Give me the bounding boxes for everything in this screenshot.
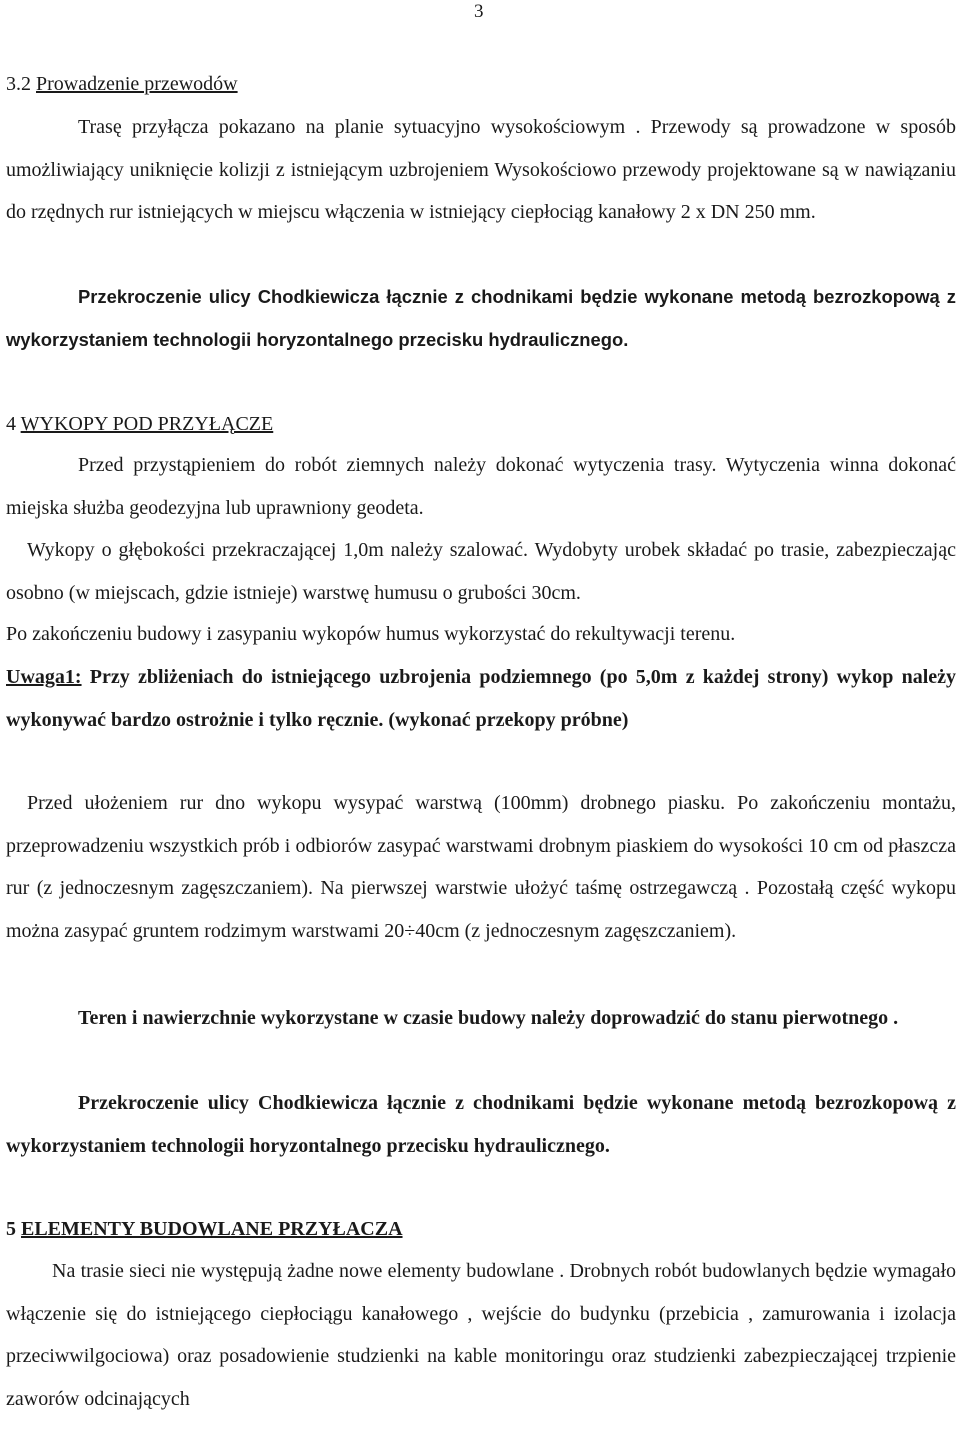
section-4-heading [6,411,273,437]
section-4-title: WYKOPY POD PRZYŁĄCZE [20,413,274,435]
section-5-paragraph-1: Na trasie sieci nie występują żadne nowe elementy budowlane . Drobnych robót budowlanych będzie wymagało włączenie się do istniejącego ciepłociągu kanałowego , wejście do budynku (przebicia , zamurowania i izolacja przeciwwilgociowa) oraz posadowienie studzienki na kable monitoringu oraz studzienki zabezpieczającej trzpienie zaworów odcinających [6,1260,956,1410]
section-3-2-heading [6,71,238,97]
section-5-number: 5 [6,1218,21,1240]
section-3-2-paragraph-1 [6,106,956,234]
section-5-heading [6,1216,403,1242]
section-5-title: ELEMENTY BUDOWLANE PRZYŁACZA [21,1218,403,1240]
warning-label: Uwaga1: [6,666,82,688]
section-4-paragraph-3: Po zakończeniu budowy i zasypaniu wykopów humus wykorzystać do rekultywacji terenu. [6,623,736,645]
warning-text: Przy zbliżeniach do istniejącego uzbrojenia podziemnego (po 5,0m z każdej strony) wykop należy wykonywać bardzo ostrożnie i tylko ręcznie. (wykonać przekopy próbne) [6,666,956,731]
section-3-2-paragraph-2: Przekroczenie ulicy Chodkiewicza łącznie z chodnikami będzie wykonane metodą bezrozkopową z wykorzystaniem technologii horyzontalnego przecisku hydraulicznego. [6,286,956,350]
section-4-paragraph-2: Wykopy o głębokości przekraczającej 1,0m należy szalować. Wydobyty urobek składać po trasie, zabezpieczając osobno (w miejscach, gdzie istnieje) warstwę humusu o grubości 30cm. [6,539,956,604]
section-4-number: 4 [6,413,21,435]
route-sentence: Trasę przyłącza pokazano na planie sytuacyjno wysokościowym [78,116,626,138]
section-4-paragraph-4: Przed ułożeniem rur dno wykopu wysypać warstwą (100mm) drobnego piasku. Po zakończeniu montażu, przeprowadzeniu wszystkich prób i odbiorów zasypać warstwami drobnym piaskiem do wysokości 10 cm od płaszcza rur (z jednoczesnym zagęszczaniem). Na pierwszej warstwie ułożyć taśmę ostrzegawczą . Pozostałą część wykopu można zasypać gruntem rodzimym warstwami 20÷40cm (z jednoczesnym zagęszczaniem). [6,792,956,942]
section-4-paragraph-1: Przed przystąpieniem do robót ziemnych należy dokonać wytyczenia trasy. Wytyczenia winna dokonać miejska służba geodezyjna lub uprawniony geodeta. [6,454,956,519]
section-3-2-title: Prowadzenie przewodów [36,73,238,95]
section-4-paragraph-5: Teren i nawierzchnie wykorzystane w czasie budowy należy doprowadzić do stanu pierwotnego . [78,1007,899,1029]
warning-paragraph [6,656,956,741]
section-4-paragraph-6: Przekroczenie ulicy Chodkiewicza łącznie z chodnikami będzie wykonane metodą bezrozkopową z wykorzystaniem technologii horyzontalnego przecisku hydraulicznego. [6,1092,956,1157]
pipes-sentence: . Przewody są prowadzone w sposób umożliwiający uniknięcie kolizji z istniejącym uzbrojeniem Wysokościowo przewody projektowane są w nawiązaniu do rzędnych rur istniejących w miejscu włączenia w istniejący ciepłociąg kanałowy 2 x DN 250 mm. [6,116,957,223]
section-3-2-number: 3.2 [6,73,36,95]
page-number: 3 [474,1,484,22]
